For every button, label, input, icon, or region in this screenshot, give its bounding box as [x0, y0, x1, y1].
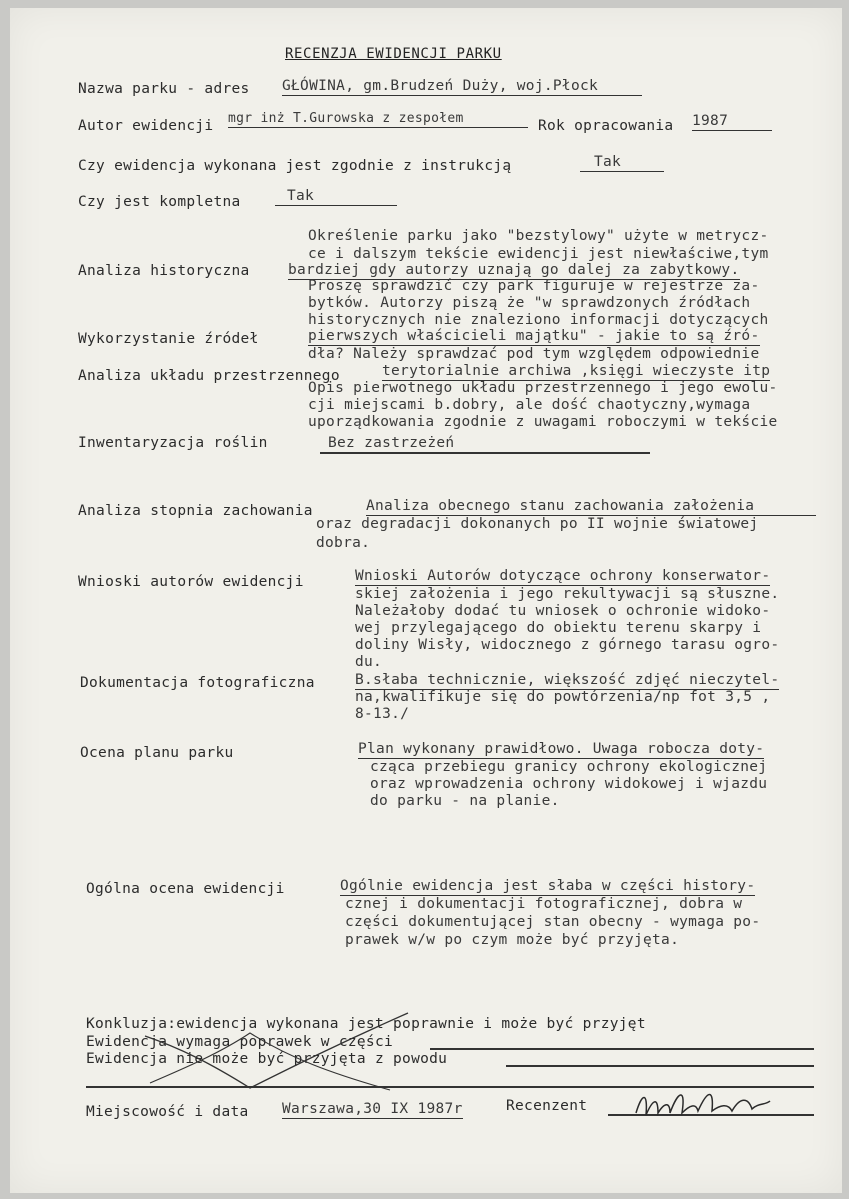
conclusions-line: du.	[355, 654, 383, 670]
complete-value: Tak	[275, 188, 397, 206]
year-label: Rok opracowania	[538, 118, 674, 134]
conclusion-line-1: Konkluzja:ewidencja wykonana jest poprawnie i może być przyjęt	[86, 1016, 646, 1032]
historical-line: bardziej gdy autorzy uznają go dalej za zabytkowy.	[288, 262, 740, 278]
historical-line: dła? Należy sprawdzać pod tym względem odpowiednie	[308, 346, 760, 362]
spatial-line: cji miejscami b.dobry, ale dość chaotyczny,wymaga	[308, 397, 751, 413]
historical-line: pierwszych właścicieli majątku" - jakie to są źró-	[308, 328, 760, 344]
plan-line: cząca przebiegu granicy ochrony ekologicznej	[370, 759, 768, 775]
conclusions-line: skiej założenia i jego rekultywacji są słuszne.	[355, 586, 780, 602]
historical-line: bytków. Autorzy piszą że "w sprawdzonych źródłach	[308, 295, 751, 311]
spatial-analysis-label: Analiza układu przestrzennego	[78, 368, 340, 384]
reviewer-label: Recenzent	[506, 1098, 588, 1114]
condition-label: Analiza stopnia zachowania	[78, 503, 313, 519]
overall-label: Ogólna ocena ewidencji	[86, 881, 285, 897]
photo-line: B.słaba technicznie, większość zdjęć nieczytel-	[355, 672, 780, 688]
place-date-label: Miejscowość i data	[86, 1104, 249, 1120]
park-name-value: GŁÓWINA, gm.Brudzeń Duży, woj.Płock	[282, 78, 642, 96]
document-sheet	[10, 8, 842, 1193]
conclusion-line-2-rule	[430, 1048, 814, 1050]
photo-line: na,kwalifikuje się do powtórzenia/np fot 3,5 ,	[355, 689, 771, 705]
author-value: mgr inż T.Gurowska z zespołem	[228, 110, 528, 128]
instruction-value: Tak	[580, 154, 664, 172]
overall-line: prawek w/w po czym może być przyjęta.	[345, 932, 680, 948]
condition-line: oraz degradacji dokonanych po II wojnie światowej	[316, 516, 759, 532]
photo-line: 8-13./	[355, 706, 410, 722]
conclusions-line: Wnioski Autorów dotyczące ochrony konserwator-	[355, 568, 771, 584]
instruction-label: Czy ewidencja wykonana jest zgodnie z instrukcją	[78, 158, 512, 174]
spatial-first-line: terytorialnie archiwa ,księgi wieczyste itp	[382, 363, 771, 379]
author-label: Autor ewidencji	[78, 118, 214, 134]
overall-line: Ogólnie ewidencja jest słaba w części history-	[340, 878, 756, 894]
plan-line: do parku - na planie.	[370, 793, 560, 809]
sources-label: Wykorzystanie źródeł	[78, 331, 259, 347]
conclusions-line: wej przylegającego do obiektu terenu skarpy i	[355, 620, 762, 636]
conclusions-line: doliny Wisły, widocznego z górnego tarasu ogro-	[355, 637, 780, 653]
park-name-label: Nazwa parku - adres	[78, 81, 250, 97]
place-date-value: Warszawa,30 IX 1987r	[282, 1101, 463, 1117]
condition-line: Analiza obecnego stanu zachowania założenia	[366, 498, 816, 516]
condition-line: dobra.	[316, 535, 371, 551]
plants-underline	[320, 452, 650, 454]
spatial-line: Opis pierwotnego układu przestrzennego i jego ewolu-	[308, 380, 778, 396]
historical-line: Proszę sprawdzić czy park figuruje w rejestrze za-	[308, 278, 760, 294]
historical-line: historycznych nie znaleziono informacji dotyczących	[308, 312, 769, 328]
overall-line: części dokumentującej stan obecny - wymaga po-	[345, 914, 761, 930]
conclusions-line: Należałoby dodać tu wniosek o ochronie widoko-	[355, 603, 771, 619]
plan-label: Ocena planu parku	[80, 745, 234, 761]
photo-docs-label: Dokumentacja fotograficzna	[80, 675, 315, 691]
plants-value: Bez zastrzeżeń	[328, 435, 455, 451]
spatial-line: uporządkowania zgodnie z uwagami roboczymi w tekście	[308, 414, 778, 430]
historical-line: Określenie parku jako "bezstylowy" użyte w metrycz-	[308, 228, 769, 244]
year-value: 1987	[692, 113, 772, 131]
plants-label: Inwentaryzacja roślin	[78, 435, 268, 451]
conclusion-line-3: Ewidencja nie może być przyjęta z powodu	[86, 1051, 448, 1067]
historical-line: ce i dalszym tekście ewidencji jest niewłaściwe,tym	[308, 246, 769, 262]
page-title: RECENZJA EWIDENCJI PARKU	[285, 46, 502, 62]
conclusion-line-2: Ewidencja wymaga poprawek w części	[86, 1034, 394, 1050]
cross-mark	[140, 1008, 420, 1098]
complete-label: Czy jest kompletna	[78, 194, 241, 210]
author-conclusions-label: Wnioski autorów ewidencji	[78, 574, 304, 590]
reviewer-signature	[628, 1083, 778, 1128]
plan-line: oraz wprowadzenia ochrony widokowej i wjazdu	[370, 776, 768, 792]
conclusion-line-3-rule	[506, 1065, 814, 1067]
plan-line: Plan wykonany prawidłowo. Uwaga robocza doty-	[358, 741, 765, 757]
overall-line: cznej i dokumentacji fotograficznej, dobra w	[345, 896, 743, 912]
historical-analysis-label: Analiza historyczna	[78, 263, 250, 279]
